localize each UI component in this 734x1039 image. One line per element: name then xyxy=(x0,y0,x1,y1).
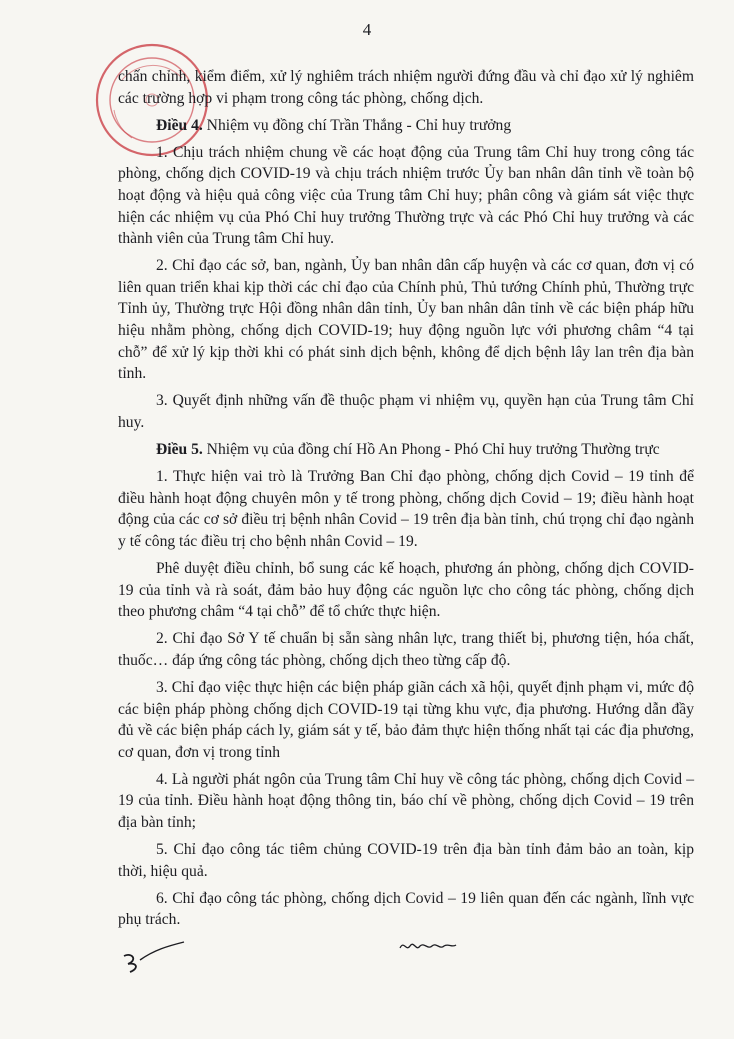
paragraph: 3. Chỉ đạo việc thực hiện các biện pháp giãn cách xã hội, quyết định phạm vi, mức độ các biện pháp phòng chống dịch COVID-19 tại từng khu vực, địa phương. Hướng dẫn đầy đủ về các biện pháp cách ly, giám sát y tế, bảo đảm thực hiện thống nhất tại các địa phương, cơ quan, đơn vị trong tỉnh xyxy=(118,678,694,761)
page-number: 4 xyxy=(362,20,372,39)
article-4-heading xyxy=(118,115,694,137)
handwritten-initial-mark xyxy=(118,938,188,978)
paragraph: 1. Thực hiện vai trò là Trưởng Ban Chỉ đạo phòng, chống dịch Covid – 19 tỉnh để điều hành hoạt động chuyên môn y tế trong phòng, chống dịch Covid – 19; điều hành hoạt động của các cơ sở điều trị bệnh nhân Covid – 19 trên địa bàn tỉnh, chú trọng chỉ đạo ngành y tế công tác điều trị cho bệnh nhân Covid – 19. xyxy=(118,468,694,550)
paragraph: 2. Chỉ đạo Sở Y tế chuẩn bị sẵn sàng nhân lực, trang thiết bị, phương tiện, hóa chất, thuốc… đáp ứng công tác phòng, chống dịch theo từng cấp độ. xyxy=(118,630,694,669)
article-5-heading xyxy=(118,439,694,461)
paragraph: chấn chỉnh, kiểm điểm, xử lý nghiêm trách nhiệm người đứng đầu và chỉ đạo xử lý nghiêm các trường hợp vi phạm trong công tác phòng, chống dịch. xyxy=(118,68,694,107)
article-5-title: Nhiệm vụ của đồng chí Hồ An Phong - Phó Chỉ huy trưởng Thường trực xyxy=(202,441,660,458)
paragraph: 5. Chỉ đạo công tác tiêm chủng COVID-19 trên địa bàn tỉnh đảm bảo an toàn, kịp thời, hiệu quả. xyxy=(118,841,694,880)
article-4-title: Nhiệm vụ đồng chí Trần Thắng - Chỉ huy trưởng xyxy=(202,116,512,134)
article-5-label: Điều 5. xyxy=(156,441,203,458)
paragraph: 1. Chịu trách nhiệm chung về các hoạt động của Trung tâm Chỉ huy trong công tác phòng, chống dịch COVID-19 và chịu trách nhiệm trước Ủy ban nhân dân tỉnh về toàn bộ hoạt động và hiệu quả công việc của Trung tâm Chỉ huy; phân công và giám sát việc thực hiện các nhiệm vụ của Phó Chỉ huy trưởng Thường trực và các Phó Chỉ huy trưởng và các thành viên của Trung tâm Chỉ huy. xyxy=(118,143,694,248)
paragraph: 2. Chỉ đạo các sở, ban, ngành, Ủy ban nhân dân cấp huyện và các cơ quan, đơn vị có liên quan triển khai kịp thời các chỉ đạo của Chính phủ, Thủ tướng Chính phủ, Thường trực Tỉnh ủy, Thường trực Hội đồng nhân dân tỉnh, Ủy ban nhân dân tỉnh về các biện pháp hữu hiệu nhằm phòng, chống dịch COVID-19; huy động nguồn lực với phương châm “4 tại chỗ” để xử lý kịp thời khi có phát sinh dịch bệnh, không để dịch bệnh lây lan trên địa bàn tỉnh. xyxy=(118,257,694,383)
paragraph: Phê duyệt điều chỉnh, bổ sung các kế hoạch, phương án phòng, chống dịch COVID-19 của tỉnh và rà soát, đảm bảo huy động các nguồn lực cho công tác phòng, chống dịch theo phương châm “4 tại chỗ” để tổ chức thực hiện. xyxy=(118,559,694,621)
handwritten-signature-mark xyxy=(398,936,458,956)
paragraph: 3. Quyết định những vấn đề thuộc phạm vi nhiệm vụ, quyền hạn của Trung tâm Chỉ huy. xyxy=(118,392,694,431)
article-4-label: Điều 4. xyxy=(156,116,203,134)
paragraph: 6. Chỉ đạo công tác phòng, chống dịch Covid – 19 liên quan đến các ngành, lĩnh vực phụ trách. xyxy=(118,889,694,929)
paragraph: 4. Là người phát ngôn của Trung tâm Chỉ huy về công tác phòng, chống dịch Covid – 19 của tỉnh. Điều hành hoạt động thông tin, báo chí về phòng, chống dịch Covid – 19 trên địa bàn tỉnh; xyxy=(118,770,694,831)
document-body xyxy=(118,66,694,936)
